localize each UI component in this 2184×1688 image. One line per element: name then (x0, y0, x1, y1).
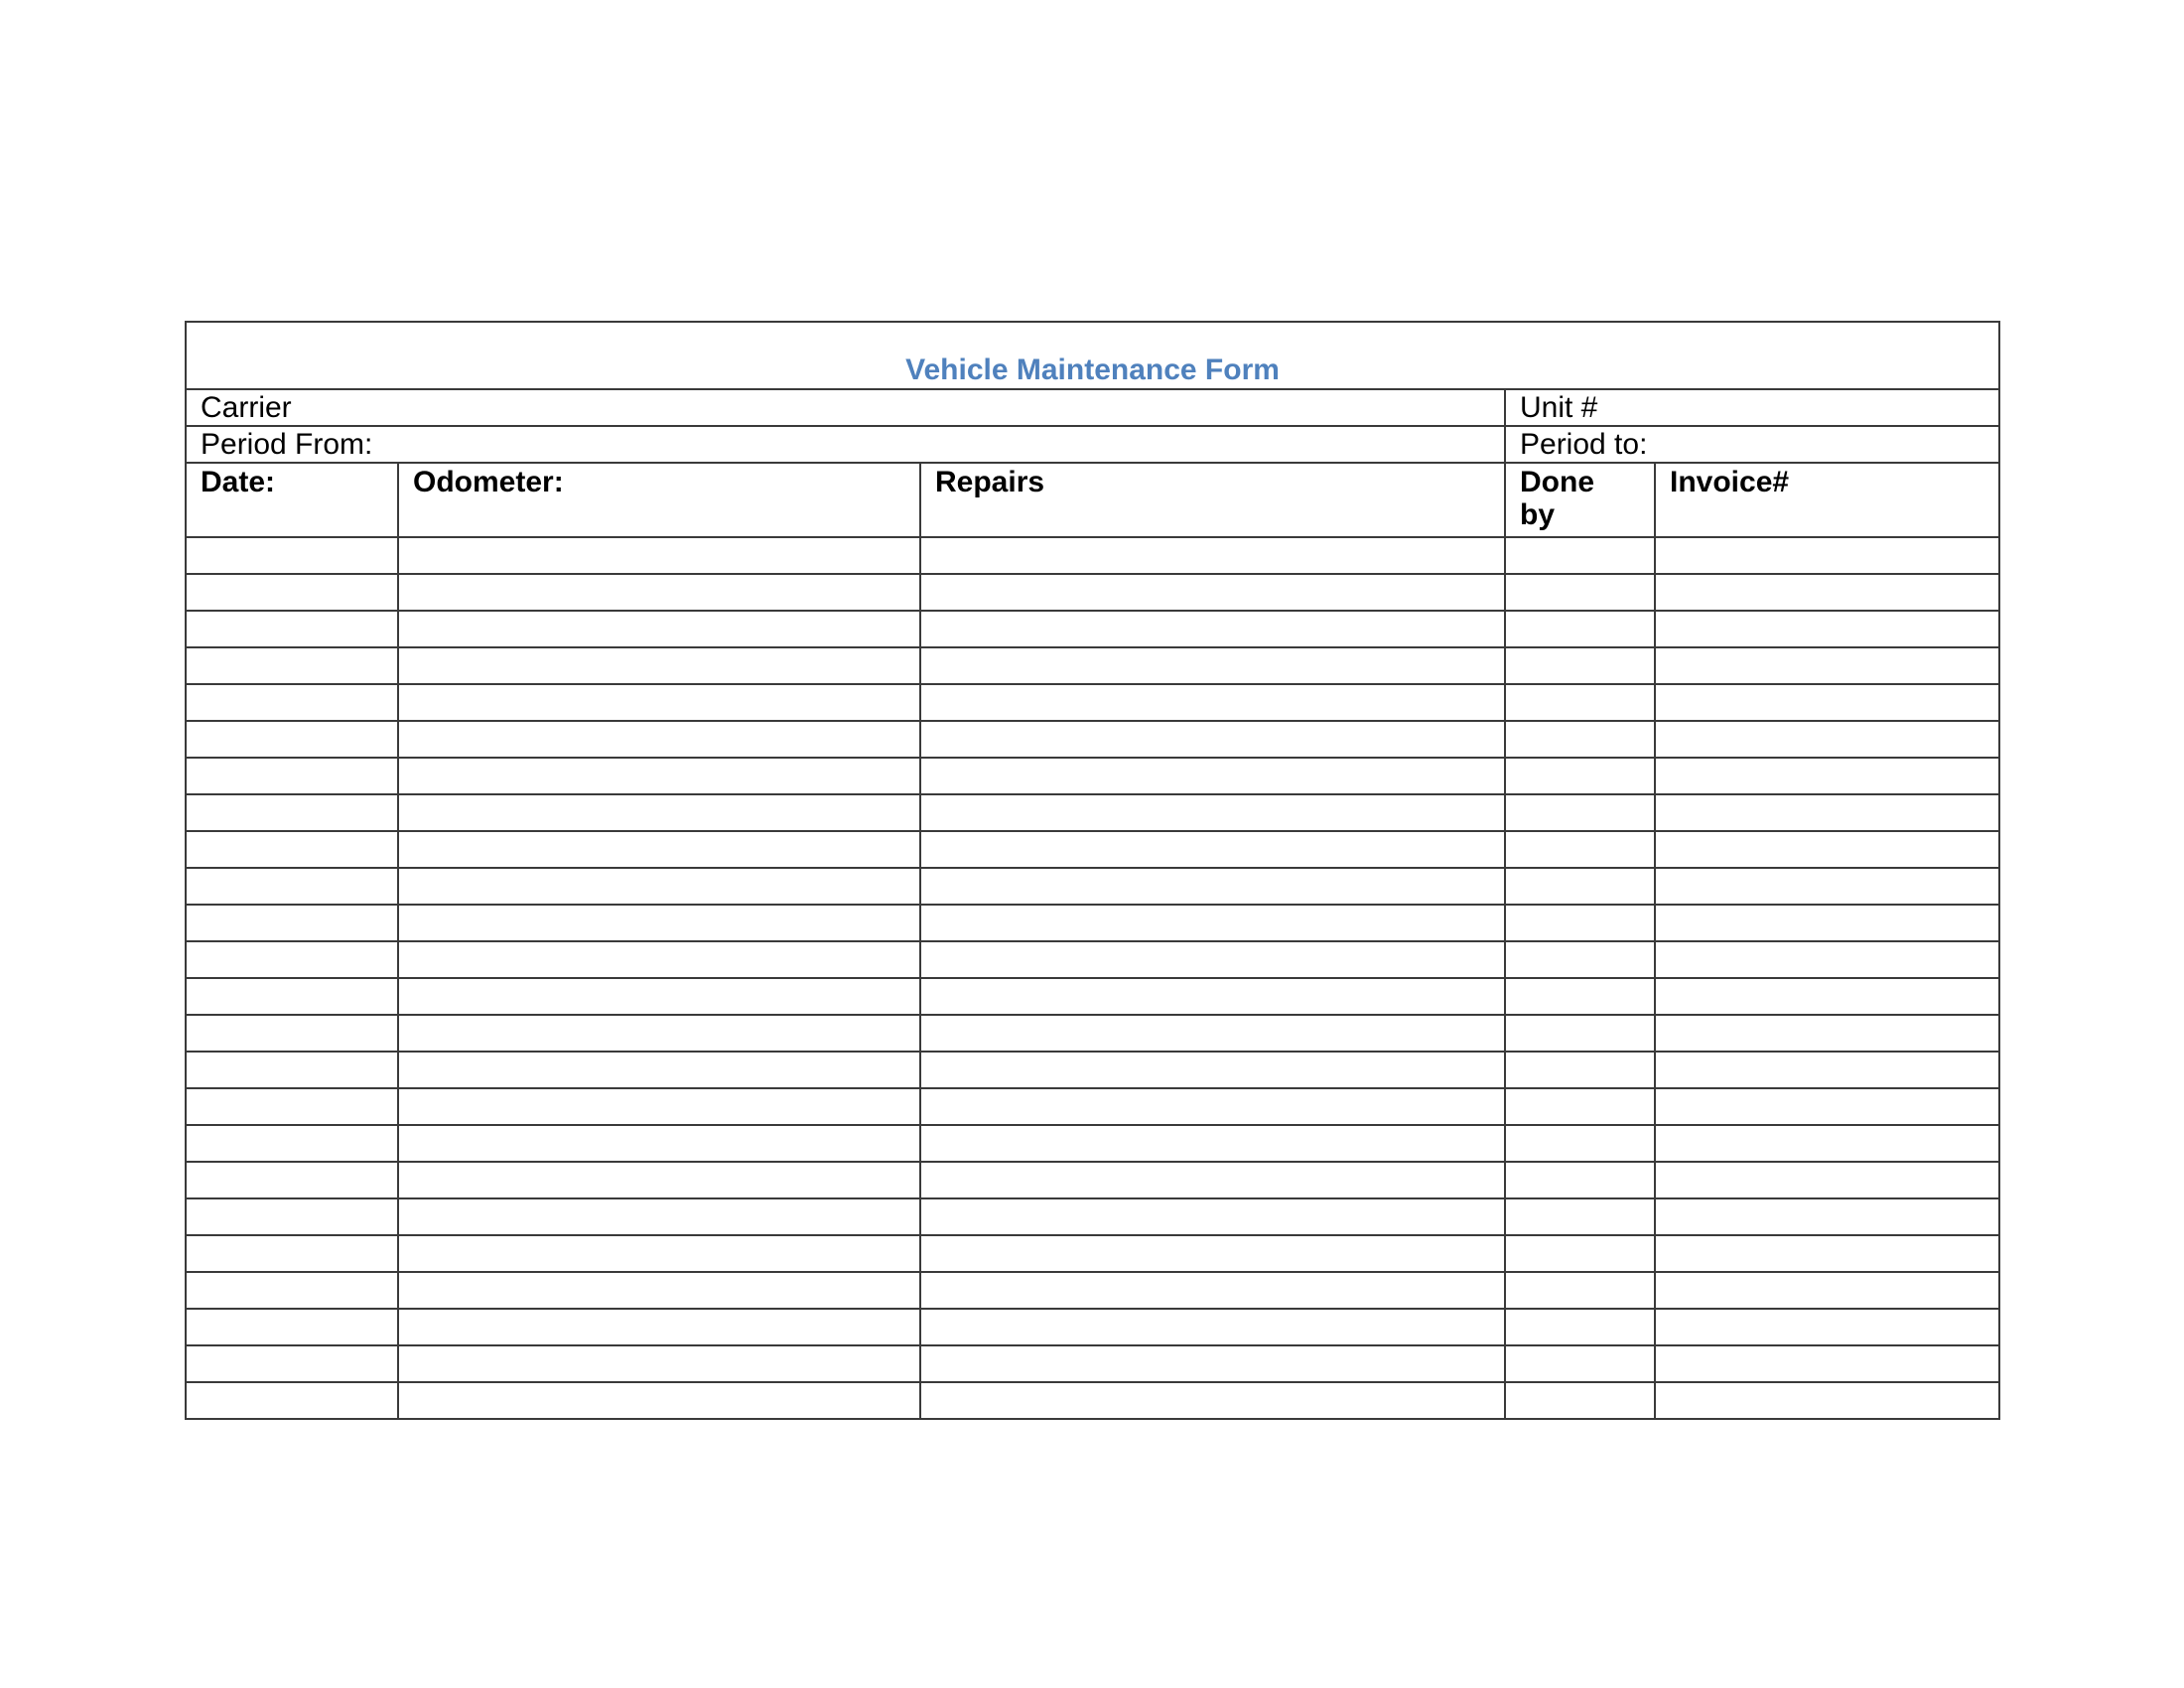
done-by-cell[interactable] (1505, 941, 1655, 978)
done-by-cell[interactable] (1505, 647, 1655, 684)
odometer-cell[interactable] (398, 537, 920, 574)
table-row (186, 647, 1999, 684)
done-by-cell[interactable] (1505, 1015, 1655, 1052)
repairs-cell[interactable] (920, 647, 1505, 684)
repairs-cell[interactable] (920, 574, 1505, 611)
repairs-cell[interactable] (920, 1198, 1505, 1235)
odometer-cell[interactable] (398, 794, 920, 831)
invoice-cell[interactable] (1655, 1015, 1999, 1052)
repairs-cell[interactable] (920, 1015, 1505, 1052)
date-cell[interactable] (186, 1015, 398, 1052)
odometer-cell[interactable] (398, 1125, 920, 1162)
invoice-cell[interactable] (1655, 1198, 1999, 1235)
date-cell[interactable] (186, 1345, 398, 1382)
repairs-cell[interactable] (920, 758, 1505, 794)
invoice-cell[interactable] (1655, 611, 1999, 647)
odometer-cell[interactable] (398, 611, 920, 647)
done-by-cell[interactable] (1505, 831, 1655, 868)
date-cell[interactable] (186, 868, 398, 905)
table-row (186, 1125, 1999, 1162)
table-row (186, 941, 1999, 978)
done-by-label: Done by (1520, 466, 1594, 531)
table-row (186, 831, 1999, 868)
invoice-cell[interactable] (1655, 905, 1999, 941)
invoice-cell[interactable] (1655, 684, 1999, 721)
date-cell[interactable] (186, 1309, 398, 1345)
done-by-cell[interactable] (1505, 1309, 1655, 1345)
invoice-cell[interactable] (1655, 1162, 1999, 1198)
date-cell[interactable] (186, 978, 398, 1015)
odometer-cell[interactable] (398, 1088, 920, 1125)
done-by-cell[interactable] (1505, 794, 1655, 831)
invoice-cell[interactable] (1655, 574, 1999, 611)
table-row (186, 1382, 1999, 1419)
odometer-cell[interactable] (398, 758, 920, 794)
done-by-cell[interactable] (1505, 905, 1655, 941)
date-cell[interactable] (186, 1162, 398, 1198)
repairs-cell[interactable] (920, 1309, 1505, 1345)
repairs-cell[interactable] (920, 1162, 1505, 1198)
date-cell[interactable] (186, 684, 398, 721)
invoice-cell[interactable] (1655, 758, 1999, 794)
repairs-cell[interactable] (920, 1272, 1505, 1309)
odometer-cell[interactable] (398, 574, 920, 611)
odometer-cell[interactable] (398, 831, 920, 868)
invoice-cell[interactable] (1655, 647, 1999, 684)
date-cell[interactable] (186, 537, 398, 574)
odometer-cell[interactable] (398, 721, 920, 758)
done-by-cell[interactable] (1505, 537, 1655, 574)
table-row (186, 684, 1999, 721)
unit-field[interactable]: Unit # (1505, 389, 1999, 426)
repairs-cell[interactable] (920, 1345, 1505, 1382)
odometer-cell[interactable] (398, 1272, 920, 1309)
odometer-cell[interactable] (398, 978, 920, 1015)
date-cell[interactable] (186, 831, 398, 868)
done-by-cell[interactable] (1505, 758, 1655, 794)
repairs-cell[interactable] (920, 794, 1505, 831)
table-row (186, 868, 1999, 905)
period-from-field[interactable]: Period From: (186, 426, 1505, 463)
done-by-cell[interactable] (1505, 1272, 1655, 1309)
period-row (186, 426, 1999, 463)
odometer-cell[interactable] (398, 1345, 920, 1382)
invoice-cell[interactable] (1655, 868, 1999, 905)
table-row (186, 1162, 1999, 1198)
date-cell[interactable] (186, 1052, 398, 1088)
done-by-cell[interactable] (1505, 868, 1655, 905)
done-by-cell[interactable] (1505, 1345, 1655, 1382)
date-cell[interactable] (186, 574, 398, 611)
date-cell[interactable] (186, 1382, 398, 1419)
done-by-cell[interactable] (1505, 684, 1655, 721)
table-row (186, 611, 1999, 647)
odometer-column-header: Odometer: (398, 463, 920, 537)
repairs-cell[interactable] (920, 905, 1505, 941)
odometer-cell[interactable] (398, 1235, 920, 1272)
done-by-column-header (1505, 463, 1655, 537)
odometer-cell[interactable] (398, 868, 920, 905)
odometer-cell[interactable] (398, 647, 920, 684)
repairs-cell[interactable] (920, 684, 1505, 721)
date-cell[interactable] (186, 905, 398, 941)
done-by-cell[interactable] (1505, 721, 1655, 758)
invoice-cell[interactable] (1655, 721, 1999, 758)
date-cell[interactable] (186, 1198, 398, 1235)
repairs-cell[interactable] (920, 1052, 1505, 1088)
table-row (186, 1015, 1999, 1052)
odometer-cell[interactable] (398, 684, 920, 721)
invoice-cell[interactable] (1655, 1052, 1999, 1088)
table-row (186, 1088, 1999, 1125)
date-cell[interactable] (186, 1235, 398, 1272)
done-by-cell[interactable] (1505, 1235, 1655, 1272)
table-row (186, 1235, 1999, 1272)
invoice-cell[interactable] (1655, 941, 1999, 978)
carrier-field[interactable]: Carrier (186, 389, 1505, 426)
done-by-cell[interactable] (1505, 1162, 1655, 1198)
done-by-cell[interactable] (1505, 1198, 1655, 1235)
date-cell[interactable] (186, 941, 398, 978)
odometer-cell[interactable] (398, 1382, 920, 1419)
repairs-cell[interactable] (920, 537, 1505, 574)
invoice-cell[interactable] (1655, 978, 1999, 1015)
table-row (186, 758, 1999, 794)
repairs-cell[interactable] (920, 1235, 1505, 1272)
table-row (186, 537, 1999, 574)
invoice-cell[interactable] (1655, 831, 1999, 868)
invoice-cell[interactable] (1655, 1382, 1999, 1419)
date-cell[interactable] (186, 1125, 398, 1162)
table-row (186, 721, 1999, 758)
repairs-cell[interactable] (920, 941, 1505, 978)
date-column-header: Date: (186, 463, 398, 537)
table-row (186, 1198, 1999, 1235)
odometer-cell[interactable] (398, 1052, 920, 1088)
repairs-cell[interactable] (920, 721, 1505, 758)
repairs-cell[interactable] (920, 831, 1505, 868)
repairs-cell[interactable] (920, 978, 1505, 1015)
done-by-cell[interactable] (1505, 611, 1655, 647)
invoice-cell[interactable] (1655, 1309, 1999, 1345)
title-row (186, 322, 1999, 389)
invoice-column-header: Invoice# (1655, 463, 1999, 537)
carrier-row (186, 389, 1999, 426)
period-to-field[interactable]: Period to: (1505, 426, 1999, 463)
odometer-cell[interactable] (398, 1309, 920, 1345)
odometer-cell[interactable] (398, 1015, 920, 1052)
invoice-cell[interactable] (1655, 537, 1999, 574)
odometer-cell[interactable] (398, 1162, 920, 1198)
table-row (186, 794, 1999, 831)
repairs-cell[interactable] (920, 868, 1505, 905)
form-title: Vehicle Maintenance Form (186, 322, 1999, 389)
table-row (186, 574, 1999, 611)
table-row (186, 1272, 1999, 1309)
date-cell[interactable] (186, 1088, 398, 1125)
done-by-cell[interactable] (1505, 574, 1655, 611)
invoice-cell[interactable] (1655, 1235, 1999, 1272)
odometer-cell[interactable] (398, 905, 920, 941)
invoice-cell[interactable] (1655, 1088, 1999, 1125)
date-cell[interactable] (186, 794, 398, 831)
done-by-cell[interactable] (1505, 1052, 1655, 1088)
invoice-cell[interactable] (1655, 794, 1999, 831)
date-cell[interactable] (186, 647, 398, 684)
repairs-cell[interactable] (920, 1125, 1505, 1162)
vehicle-maintenance-form (185, 321, 2000, 1420)
odometer-cell[interactable] (398, 941, 920, 978)
date-cell[interactable] (186, 721, 398, 758)
column-header-row (186, 463, 1999, 537)
table-row (186, 1345, 1999, 1382)
table-row (186, 1309, 1999, 1345)
odometer-cell[interactable] (398, 1198, 920, 1235)
done-by-cell[interactable] (1505, 1088, 1655, 1125)
table-row (186, 978, 1999, 1015)
repairs-column-header: Repairs (920, 463, 1505, 537)
table-row (186, 1052, 1999, 1088)
date-cell[interactable] (186, 758, 398, 794)
done-by-cell[interactable] (1505, 978, 1655, 1015)
invoice-cell[interactable] (1655, 1272, 1999, 1309)
repairs-cell[interactable] (920, 1088, 1505, 1125)
table-row (186, 905, 1999, 941)
invoice-cell[interactable] (1655, 1125, 1999, 1162)
date-cell[interactable] (186, 1272, 398, 1309)
invoice-cell[interactable] (1655, 1345, 1999, 1382)
date-cell[interactable] (186, 611, 398, 647)
done-by-cell[interactable] (1505, 1125, 1655, 1162)
repairs-cell[interactable] (920, 1382, 1505, 1419)
repairs-cell[interactable] (920, 611, 1505, 647)
done-by-cell[interactable] (1505, 1382, 1655, 1419)
